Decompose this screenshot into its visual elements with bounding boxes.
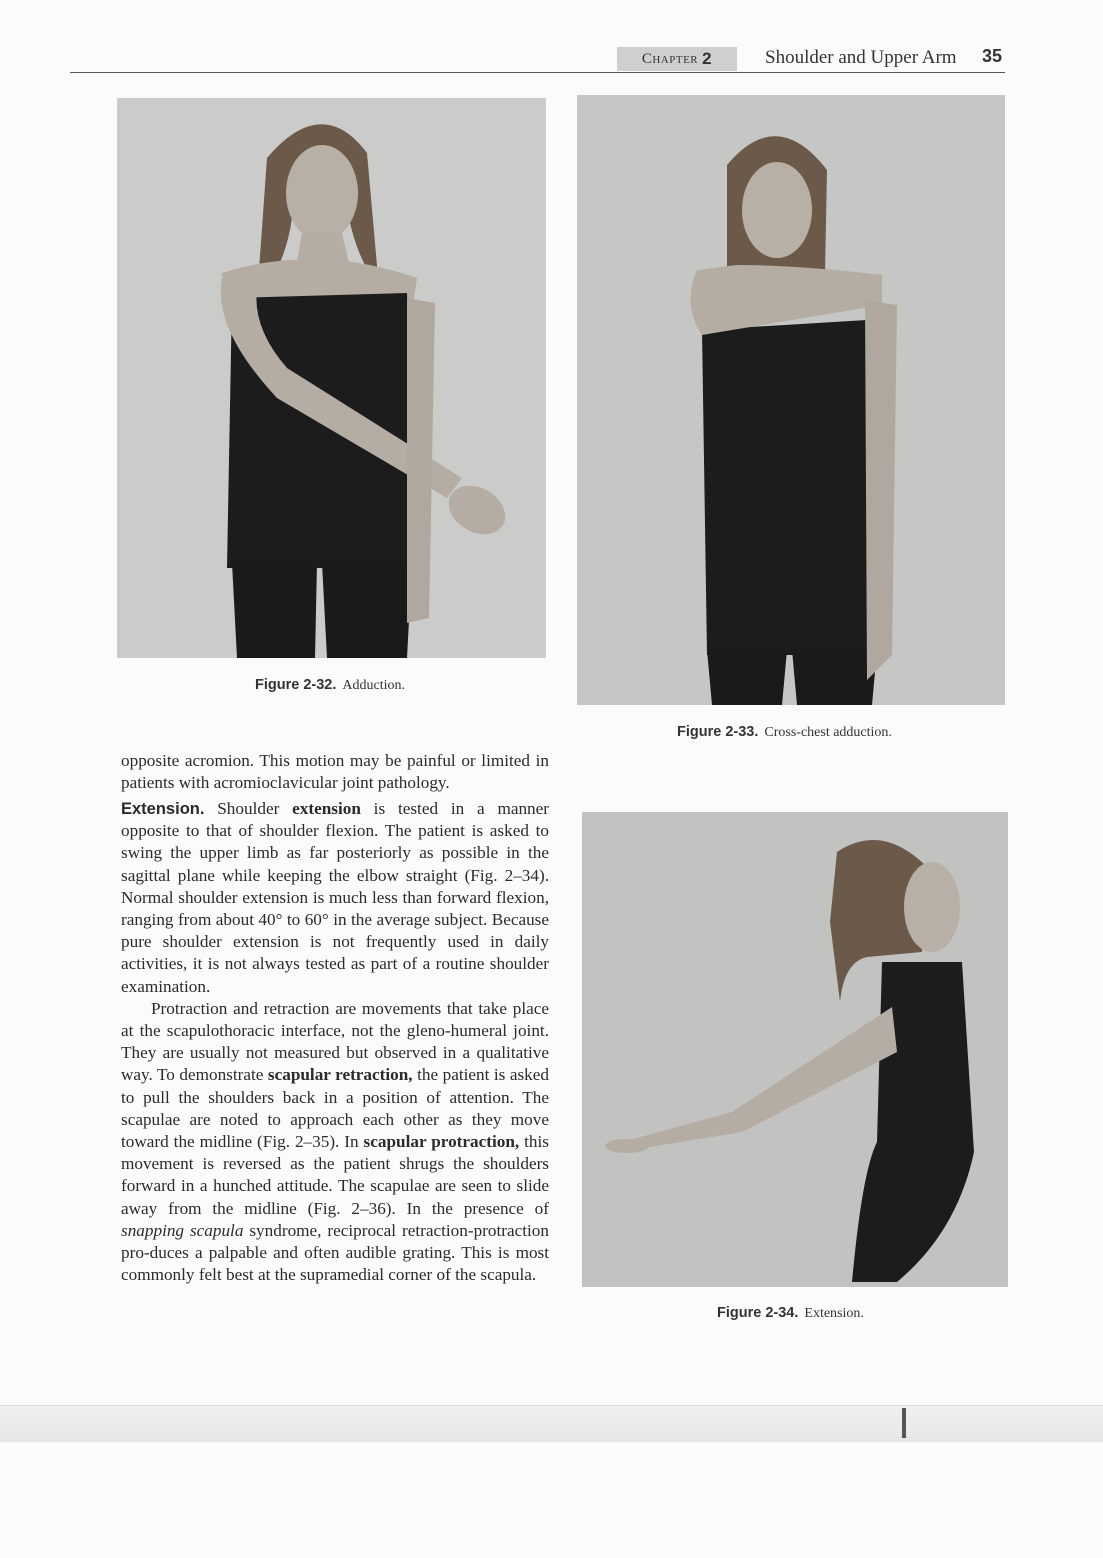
figure-2-32-caption [255, 677, 405, 694]
text-run: the patient is asked to pull the shoulders back in a position of attention. The scapulae are noted to approach each other as they move toward the midline (Fig. 2–35). In [121, 1065, 549, 1152]
bold-term: extension [292, 799, 361, 818]
figure-2-34-photo [582, 812, 1008, 1287]
figure-caption-text: Cross-chest adduction. [764, 725, 892, 740]
text-run: syndrome, reciprocal retraction-protraction pro-duces a palpable and often audible grating. This is most commonly felt best at the supramedial corner of the scapula. [121, 1220, 549, 1285]
chapter-tag [617, 47, 737, 71]
figure-label: Figure 2-32. [255, 677, 337, 693]
figure-label: Figure 2-34. [717, 1305, 799, 1321]
italic-term: snapping scapula [121, 1220, 244, 1240]
running-title: Shoulder and Upper Arm [765, 47, 957, 68]
scan-mark [902, 1408, 906, 1438]
scan-edge [0, 1405, 1103, 1442]
extension-section [121, 798, 549, 1286]
figure-2-33-caption [677, 724, 892, 741]
run-in-heading: Extension. [121, 800, 205, 818]
figure-2-34-caption [717, 1305, 864, 1322]
paragraph: opposite acromion. This motion may be painful or limited in patients with acromioclavicular joint pathology. [121, 751, 549, 793]
paragraph [121, 798, 549, 998]
bold-term: scapular protraction, [363, 1132, 520, 1152]
chapter-word: Chapter [641, 50, 699, 67]
figure-caption-text: Adduction. [342, 678, 405, 693]
header-rule [70, 72, 1005, 73]
text-run: Protraction and retraction are movements that take place at the scapulothoracic interface, not the gleno-humeral joint. They are usually not measured but observed in a qualitative way. To demonstrate [121, 998, 549, 1085]
paragraph [121, 998, 549, 1287]
text-run: this movement is reversed as the patient shrugs the shoulders forward in a hunched attitude. The scapulae are seen to slide away from the midline (Fig. 2–36). In the presence of [121, 1132, 549, 1218]
page-number: 35 [982, 46, 1003, 66]
text-run: Shoulder [204, 799, 293, 818]
figure-label: Figure 2-33. [677, 724, 759, 740]
bold-term: scapular retraction, [267, 1065, 413, 1085]
text-run: is tested in a manner opposite to that of shoulder flexion. The patient is asked to swing the upper limb as far posteriorly as possible in the sagittal plane while keeping the elbow straight (Fig. 2–34). Normal shoulder extension is much less than forward flexion, ranging from about 40° to 60° in the average subject. Because pure shoulder extension is not frequently used in daily activities, it is not always tested as part of a routine shoulder examination. [121, 799, 550, 996]
figure-2-33-photo [577, 95, 1005, 705]
figure-2-32-photo [117, 98, 546, 658]
continued-paragraph [121, 750, 549, 794]
chapter-number: 2 [702, 49, 713, 68]
figure-caption-text: Extension. [804, 1306, 864, 1321]
